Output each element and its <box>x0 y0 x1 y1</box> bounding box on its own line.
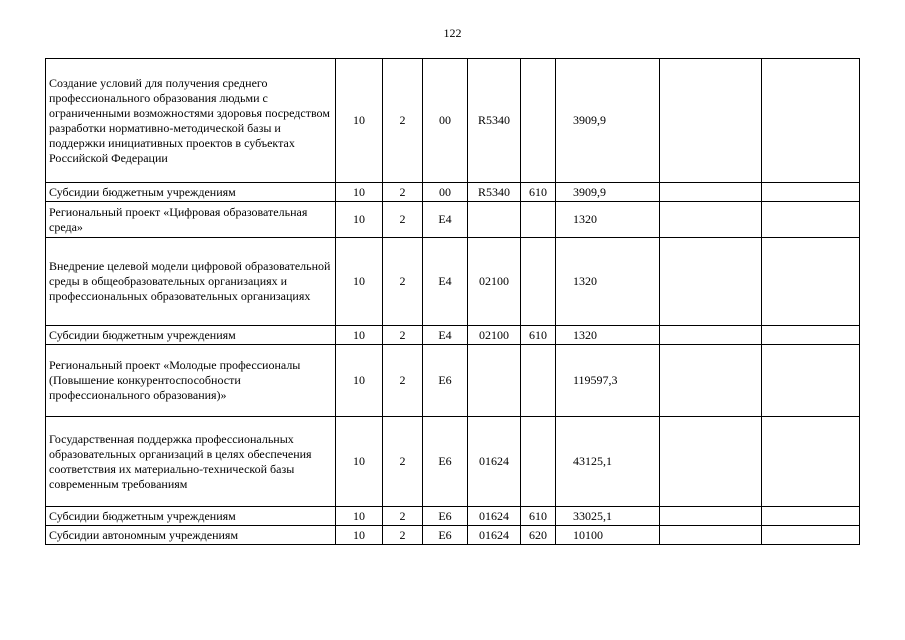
empty-cell <box>660 238 762 326</box>
section-cell: 10 <box>336 345 383 417</box>
program-cell: E6 <box>423 507 468 526</box>
subsection-cell: 2 <box>383 526 423 545</box>
amount-cell: 1320 <box>556 326 660 345</box>
section-cell: 10 <box>336 183 383 202</box>
amount-cell: 1320 <box>556 238 660 326</box>
program-cell: E6 <box>423 526 468 545</box>
row-name-cell: Создание условий для получения среднего профессионального образования людьми с ограниченными возможностями здоровья посредством разработки нормативно-методической базы и поддержки инициативных проектов в субъектах Российской Федерации <box>46 59 336 183</box>
expense-type-cell <box>521 202 556 238</box>
section-cell: 10 <box>336 526 383 545</box>
subsection-cell: 2 <box>383 507 423 526</box>
table-row <box>46 202 860 238</box>
program-cell: E4 <box>423 326 468 345</box>
expense-type-cell <box>521 345 556 417</box>
empty-cell <box>762 183 860 202</box>
empty-cell <box>762 507 860 526</box>
row-name-cell: Субсидии бюджетным учреждениям <box>46 326 336 345</box>
empty-cell <box>660 417 762 507</box>
program-cell: E4 <box>423 238 468 326</box>
empty-cell <box>660 183 762 202</box>
table-row <box>46 59 860 183</box>
empty-cell <box>762 417 860 507</box>
empty-cell <box>660 345 762 417</box>
table-row <box>46 326 860 345</box>
direction-cell: R5340 <box>468 59 521 183</box>
subsection-cell: 2 <box>383 183 423 202</box>
empty-cell <box>762 202 860 238</box>
expense-type-cell: 610 <box>521 507 556 526</box>
empty-cell <box>762 326 860 345</box>
empty-cell <box>762 345 860 417</box>
direction-cell: 01624 <box>468 417 521 507</box>
table-row <box>46 238 860 326</box>
empty-cell <box>660 202 762 238</box>
section-cell: 10 <box>336 507 383 526</box>
table-row <box>46 507 860 526</box>
expense-type-cell <box>521 238 556 326</box>
expense-type-cell <box>521 417 556 507</box>
table-row <box>46 345 860 417</box>
row-name-cell: Субсидии автономным учреждениям <box>46 526 336 545</box>
program-cell: 00 <box>423 59 468 183</box>
row-name-cell: Внедрение целевой модели цифровой образовательной среды в общеобразовательных организациях и профессиональных образовательных организациях <box>46 238 336 326</box>
budget-table <box>45 58 860 545</box>
row-name-cell: Субсидии бюджетным учреждениям <box>46 183 336 202</box>
row-name-cell: Региональный проект «Молодые профессионалы (Повышение конкурентоспособности профессионального образования)» <box>46 345 336 417</box>
direction-cell: R5340 <box>468 183 521 202</box>
subsection-cell: 2 <box>383 59 423 183</box>
direction-cell: 02100 <box>468 326 521 345</box>
subsection-cell: 2 <box>383 202 423 238</box>
empty-cell <box>660 507 762 526</box>
program-cell: 00 <box>423 183 468 202</box>
table-row <box>46 183 860 202</box>
amount-cell: 33025,1 <box>556 507 660 526</box>
amount-cell: 119597,3 <box>556 345 660 417</box>
section-cell: 10 <box>336 238 383 326</box>
program-cell: E4 <box>423 202 468 238</box>
section-cell: 10 <box>336 326 383 345</box>
amount-cell: 3909,9 <box>556 183 660 202</box>
amount-cell: 3909,9 <box>556 59 660 183</box>
page-number: 122 <box>443 26 462 40</box>
subsection-cell: 2 <box>383 345 423 417</box>
section-cell: 10 <box>336 202 383 238</box>
empty-cell <box>660 326 762 345</box>
subsection-cell: 2 <box>383 326 423 345</box>
direction-cell <box>468 345 521 417</box>
expense-type-cell: 620 <box>521 526 556 545</box>
row-name-cell: Субсидии бюджетным учреждениям <box>46 507 336 526</box>
row-name-cell: Региональный проект «Цифровая образовательная среда» <box>46 202 336 238</box>
table-row <box>46 417 860 507</box>
direction-cell <box>468 202 521 238</box>
empty-cell <box>762 526 860 545</box>
program-cell: E6 <box>423 345 468 417</box>
table-row <box>46 526 860 545</box>
direction-cell: 01624 <box>468 507 521 526</box>
row-name-cell: Государственная поддержка профессиональных образовательных организаций в целях обеспечения соответствия их материально-технической базы современным требованиям <box>46 417 336 507</box>
amount-cell: 1320 <box>556 202 660 238</box>
direction-cell: 02100 <box>468 238 521 326</box>
direction-cell: 01624 <box>468 526 521 545</box>
subsection-cell: 2 <box>383 238 423 326</box>
empty-cell <box>762 59 860 183</box>
empty-cell <box>660 59 762 183</box>
empty-cell <box>660 526 762 545</box>
section-cell: 10 <box>336 59 383 183</box>
amount-cell: 43125,1 <box>556 417 660 507</box>
expense-type-cell <box>521 59 556 183</box>
section-cell: 10 <box>336 417 383 507</box>
amount-cell: 10100 <box>556 526 660 545</box>
expense-type-cell: 610 <box>521 183 556 202</box>
expense-type-cell: 610 <box>521 326 556 345</box>
program-cell: E6 <box>423 417 468 507</box>
subsection-cell: 2 <box>383 417 423 507</box>
empty-cell <box>762 238 860 326</box>
